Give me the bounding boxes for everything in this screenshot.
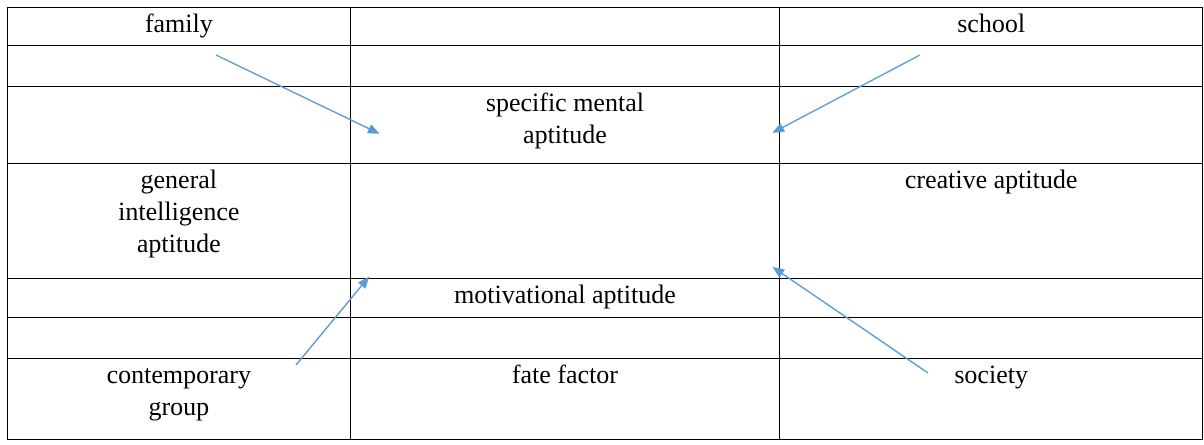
label-contemporary-group-line2: group	[148, 392, 210, 421]
label-contemporary-group-line1: contemporary	[106, 360, 251, 389]
table-row	[8, 359, 1203, 440]
label-fate-factor: fate factor	[511, 360, 618, 389]
cell-society	[780, 359, 1203, 440]
table-row	[8, 46, 1203, 87]
table-row	[8, 8, 1203, 46]
cell-fate-factor	[350, 359, 780, 440]
cell-empty	[350, 46, 780, 87]
cell-empty	[8, 87, 351, 164]
table-row	[8, 318, 1203, 359]
label-general-intelligence-line1: general	[140, 165, 218, 194]
label-specific-mental-aptitude-line2: aptitude	[523, 120, 607, 149]
cell-motivational-aptitude	[350, 279, 780, 318]
cell-empty	[780, 279, 1203, 318]
cell-family	[8, 8, 351, 46]
cell-general-intelligence-aptitude	[8, 164, 351, 279]
label-society: society	[954, 360, 1028, 389]
label-family: family	[144, 9, 213, 38]
label-specific-mental-aptitude-line1: specific mental	[485, 88, 644, 117]
table-row	[8, 87, 1203, 164]
cell-empty	[780, 46, 1203, 87]
cell-empty	[8, 46, 351, 87]
cell-empty	[8, 318, 351, 359]
table-row	[8, 164, 1203, 279]
cell-empty	[350, 318, 780, 359]
cell-empty	[350, 164, 780, 279]
table-row	[8, 279, 1203, 318]
cell-contemporary-group	[8, 359, 351, 440]
cell-creative-aptitude	[780, 164, 1203, 279]
label-general-intelligence-line3: aptitude	[136, 229, 221, 258]
cell-empty	[8, 279, 351, 318]
label-school: school	[957, 9, 1026, 38]
label-creative-aptitude: creative aptitude	[904, 165, 1078, 194]
cell-empty	[780, 318, 1203, 359]
cell-school	[780, 8, 1203, 46]
cell-empty	[350, 8, 780, 46]
label-general-intelligence-line2: intelligence	[118, 197, 240, 226]
aptitude-factor-table	[7, 7, 1203, 440]
label-motivational-aptitude: motivational aptitude	[454, 280, 676, 309]
cell-specific-mental-aptitude	[350, 87, 780, 164]
cell-empty	[780, 87, 1203, 164]
